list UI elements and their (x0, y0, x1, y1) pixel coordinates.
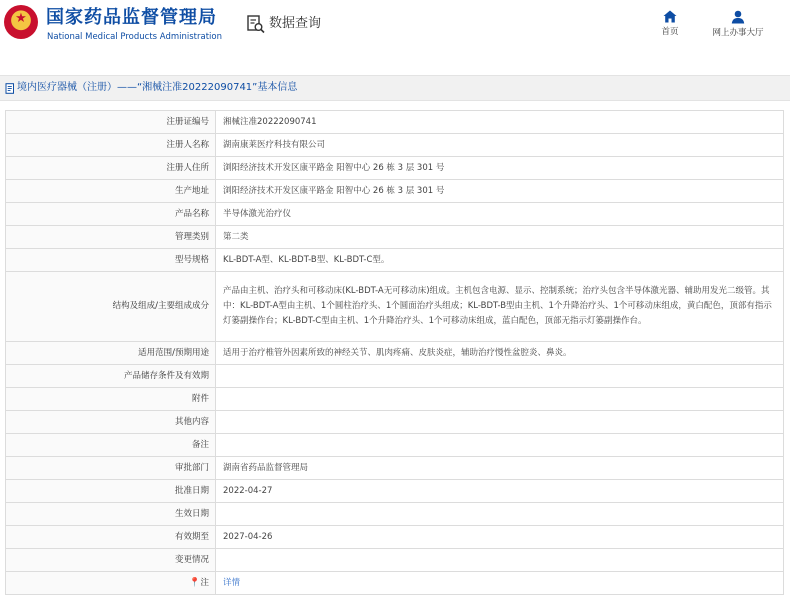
table-row (6, 111, 784, 134)
org-name-en: National Medical Products Administration (47, 32, 222, 42)
field-value: 2022-04-27 (216, 480, 784, 503)
document-icon (5, 83, 15, 94)
field-value: 湖南康莱医疗科技有限公司 (216, 134, 784, 157)
table-row (6, 549, 784, 572)
field-label: 型号规格 (6, 249, 216, 272)
table-row (6, 180, 784, 203)
field-label: 适用范围/预期用途 (6, 342, 216, 365)
site-header (0, 0, 790, 62)
field-label: 结构及组成/主要组成成分 (6, 272, 216, 342)
field-label: 注册证编号 (6, 111, 216, 134)
field-value: 适用于治疗椎管外因素所致的神经关节、肌肉疼痛、皮肤炎症，辅助治疗慢性盆腔炎、鼻炎。 (216, 342, 784, 365)
field-label: 有效期至 (6, 526, 216, 549)
table-row (6, 365, 784, 388)
field-label: 备注 (6, 434, 216, 457)
field-label: 附件 (6, 388, 216, 411)
field-value (216, 365, 784, 388)
data-search-icon (246, 14, 266, 34)
field-value: 湖南省药品监督管理局 (216, 457, 784, 480)
nav-online-hall[interactable] (702, 10, 774, 39)
field-label: 审批部门 (6, 457, 216, 480)
field-label: 产品名称 (6, 203, 216, 226)
table-row (6, 434, 784, 457)
table-row (6, 480, 784, 503)
field-value (216, 434, 784, 457)
field-label: 产品储存条件及有效期 (6, 365, 216, 388)
table-row (6, 572, 784, 595)
note-label-cell (6, 572, 216, 595)
field-value: 半导体激光治疗仪 (216, 203, 784, 226)
field-value: 产品由主机、治疗头和可移动床(KL-BDT-A无可移动床)组成。主机包含电源、显示、控制系统；治疗头包含半导体激光器、辅助用发光二级管。其中：KL-BDT-A型由主机、1个圆柱治疗头、1个圆面治疗头组成；KL-BDT-B型由主机、1个升降治疗头、1个可移动床组成，黄白配色，顶部有指示灯篓副操作台；KL-BDT-C型由主机、1个升降治疗头、1个可移动床组成，蓝白配色，顶部无指示灯篓副操作台。 (216, 272, 784, 342)
record-title-bar (0, 75, 790, 101)
field-value: 浏阳经济技术开发区康平路金 阳智中心 26 栋 3 层 301 号 (216, 157, 784, 180)
table-row (6, 226, 784, 249)
field-value: 湘械注准20222090741 (216, 111, 784, 134)
field-value (216, 388, 784, 411)
field-value: 浏阳经济技术开发区康平路金 阳智中心 26 栋 3 层 301 号 (216, 180, 784, 203)
note-value-cell (216, 572, 784, 595)
field-label: 变更情况 (6, 549, 216, 572)
field-value (216, 411, 784, 434)
field-label: 注册人住所 (6, 157, 216, 180)
field-value (216, 503, 784, 526)
field-label: 生效日期 (6, 503, 216, 526)
table-row (6, 249, 784, 272)
table-row (6, 157, 784, 180)
user-icon (731, 10, 745, 24)
nav-online-hall-label: 网上办事大厅 (712, 28, 764, 38)
table-row (6, 272, 784, 342)
location-pin-icon: 📍 (189, 577, 201, 588)
table-row (6, 134, 784, 157)
record-title: 境内医疗器械（注册）——“湘械注准20222090741”基本信息 (17, 82, 298, 93)
data-query-label: 数据查询 (269, 16, 322, 31)
home-icon (663, 10, 677, 23)
field-value (216, 549, 784, 572)
table-row (6, 457, 784, 480)
nav-home-label: 首页 (661, 27, 679, 37)
nav-home[interactable] (652, 10, 688, 38)
field-label: 其他内容 (6, 411, 216, 434)
field-value: 2027-04-26 (216, 526, 784, 549)
device-info-table (5, 110, 784, 595)
details-link[interactable]: 详情 (223, 577, 241, 588)
data-query-link[interactable] (246, 13, 321, 35)
field-label: 批准日期 (6, 480, 216, 503)
field-label: 注册人名称 (6, 134, 216, 157)
table-row (6, 411, 784, 434)
table-row (6, 203, 784, 226)
note-label: 注 (200, 577, 209, 588)
org-name-cn: 国家药品监督管理局 (46, 7, 217, 28)
field-value: KL-BDT-A型、KL-BDT-B型、KL-BDT-C型。 (216, 249, 784, 272)
table-row (6, 388, 784, 411)
table-row (6, 503, 784, 526)
field-label: 管理类别 (6, 226, 216, 249)
field-label: 生产地址 (6, 180, 216, 203)
table-row (6, 526, 784, 549)
field-value: 第二类 (216, 226, 784, 249)
table-row (6, 342, 784, 365)
emblem-icon: ★ (4, 5, 38, 39)
